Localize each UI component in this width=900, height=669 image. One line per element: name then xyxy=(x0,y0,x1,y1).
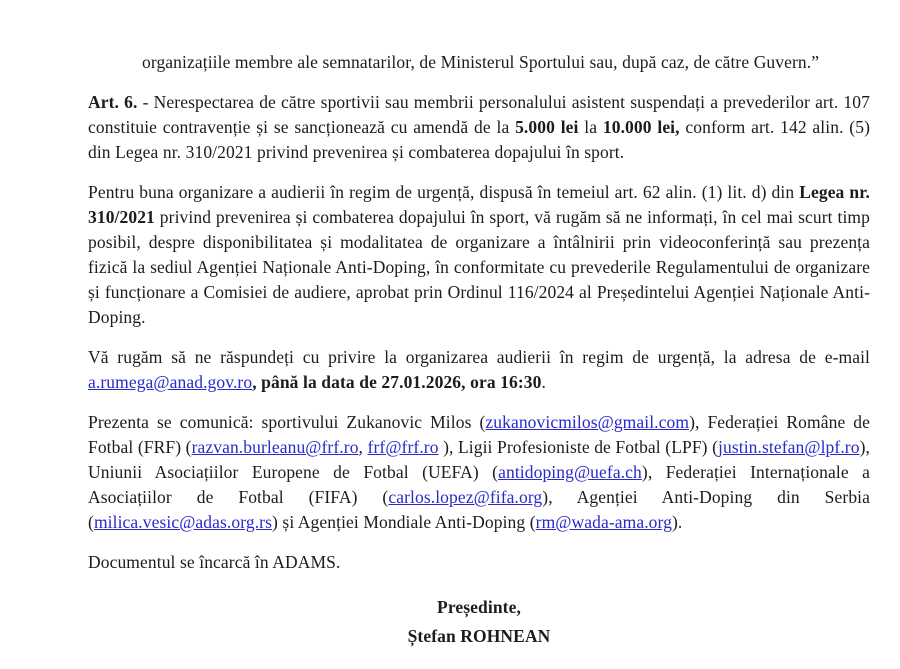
response-request-paragraph xyxy=(88,345,870,395)
text-run: ), Agenției Anti-Doping din Serbia ( xyxy=(88,487,870,532)
text-run: Vă rugăm să ne răspundeți cu privire la organizarea audierii în regim de urgență, la adresa de e-mail xyxy=(88,347,870,367)
quoted-clause-paragraph xyxy=(88,50,870,75)
text-run: Președinte, xyxy=(437,597,521,617)
text-run: până la data de 27.01.2026, ora 16:30 xyxy=(261,372,542,392)
text-run: , xyxy=(358,437,368,457)
signature-role xyxy=(88,595,870,620)
email-link[interactable]: antidoping@uefa.ch xyxy=(498,462,642,482)
email-link[interactable]: razvan.burleanu@frf.ro xyxy=(191,437,359,457)
text-run: privind prevenirea și combaterea dopajului în sport, vă rugăm să ne informați, în cel mai scurt timp posibil, despre disponibilitatea și modalitatea de organizare a întâlnirii prin videoconferință sau prezența fizică la sediul Agenției Naționale Anti-Doping, în conformitate cu prevederile Regulamentului de organizare și funcționare a Comisiei de audiere, aprobat prin Ordinul 116/2024 al Președintelui Agenției Naționale Anti-Doping. xyxy=(88,207,870,327)
text-run: Legea nr. 310/2021 xyxy=(88,182,870,227)
text-run: Art. 6. xyxy=(88,92,138,112)
text-run: ) și Agenției Mondiale Anti-Doping ( xyxy=(272,512,536,532)
email-link[interactable]: zukanovicmilos@gmail.com xyxy=(485,412,690,432)
text-run: 5.000 lei xyxy=(515,117,579,137)
email-link[interactable]: milica.vesic@adas.org.rs xyxy=(93,512,273,532)
signature-name xyxy=(88,624,870,649)
text-run: 10.000 lei, xyxy=(602,117,680,137)
text-run: . xyxy=(541,372,546,392)
email-link[interactable]: carlos.lopez@fifa.org xyxy=(388,487,543,507)
text-run: ), Federației Internaționale a Asociațiilor de Fotbal (FIFA) ( xyxy=(88,462,870,507)
text-run: Documentul se încarcă în ADAMS. xyxy=(88,552,341,572)
text-run: - Nerespectarea de către sportivii sau membrii personalului asistent suspendați a prevederilor art. 107 constituie contravenție și se sancționează cu amendă de la xyxy=(88,92,870,137)
email-link[interactable]: a.rumega@anad.gov.ro xyxy=(88,372,253,392)
text-run: ). xyxy=(672,512,683,532)
text-run: ), Ligii Profesioniste de Fotbal (LPF) ( xyxy=(438,437,719,457)
text-run: Ștefan ROHNEAN xyxy=(407,626,551,646)
text-run: conform art. 142 alin. (5) din Legea nr. 310/2021 privind prevenirea și combaterea dopajului în sport. xyxy=(88,117,871,162)
article-6-paragraph xyxy=(88,90,870,165)
text-run: ), Federației Române de Fotbal (FRF) ( xyxy=(88,412,870,457)
document-body xyxy=(88,50,870,653)
email-link[interactable]: frf@frf.ro xyxy=(367,437,439,457)
text-run: organizațiile membre ale semnatarilor, de Ministerul Sportului sau, după caz, de către Guvern.” xyxy=(142,52,820,72)
communication-list-paragraph xyxy=(88,410,870,535)
text-run: Prezenta se comunică: sportivului Zukanovic Milos ( xyxy=(88,412,486,432)
email-link[interactable]: rm@wada-ama.org xyxy=(535,512,672,532)
text-run: ), Uniunii Asociațiilor Europene de Fotbal (UEFA) ( xyxy=(88,437,870,482)
text-run: Pentru buna organizare a audierii în regim de urgență, dispusă în temeiul art. 62 alin. (1) lit. d) din xyxy=(88,182,800,202)
email-link[interactable]: justin.stefan@lpf.ro xyxy=(718,437,860,457)
text-run: , xyxy=(252,372,262,392)
text-run: la xyxy=(578,117,603,137)
adams-note-paragraph xyxy=(88,550,870,575)
hearing-organization-paragraph xyxy=(88,180,870,330)
